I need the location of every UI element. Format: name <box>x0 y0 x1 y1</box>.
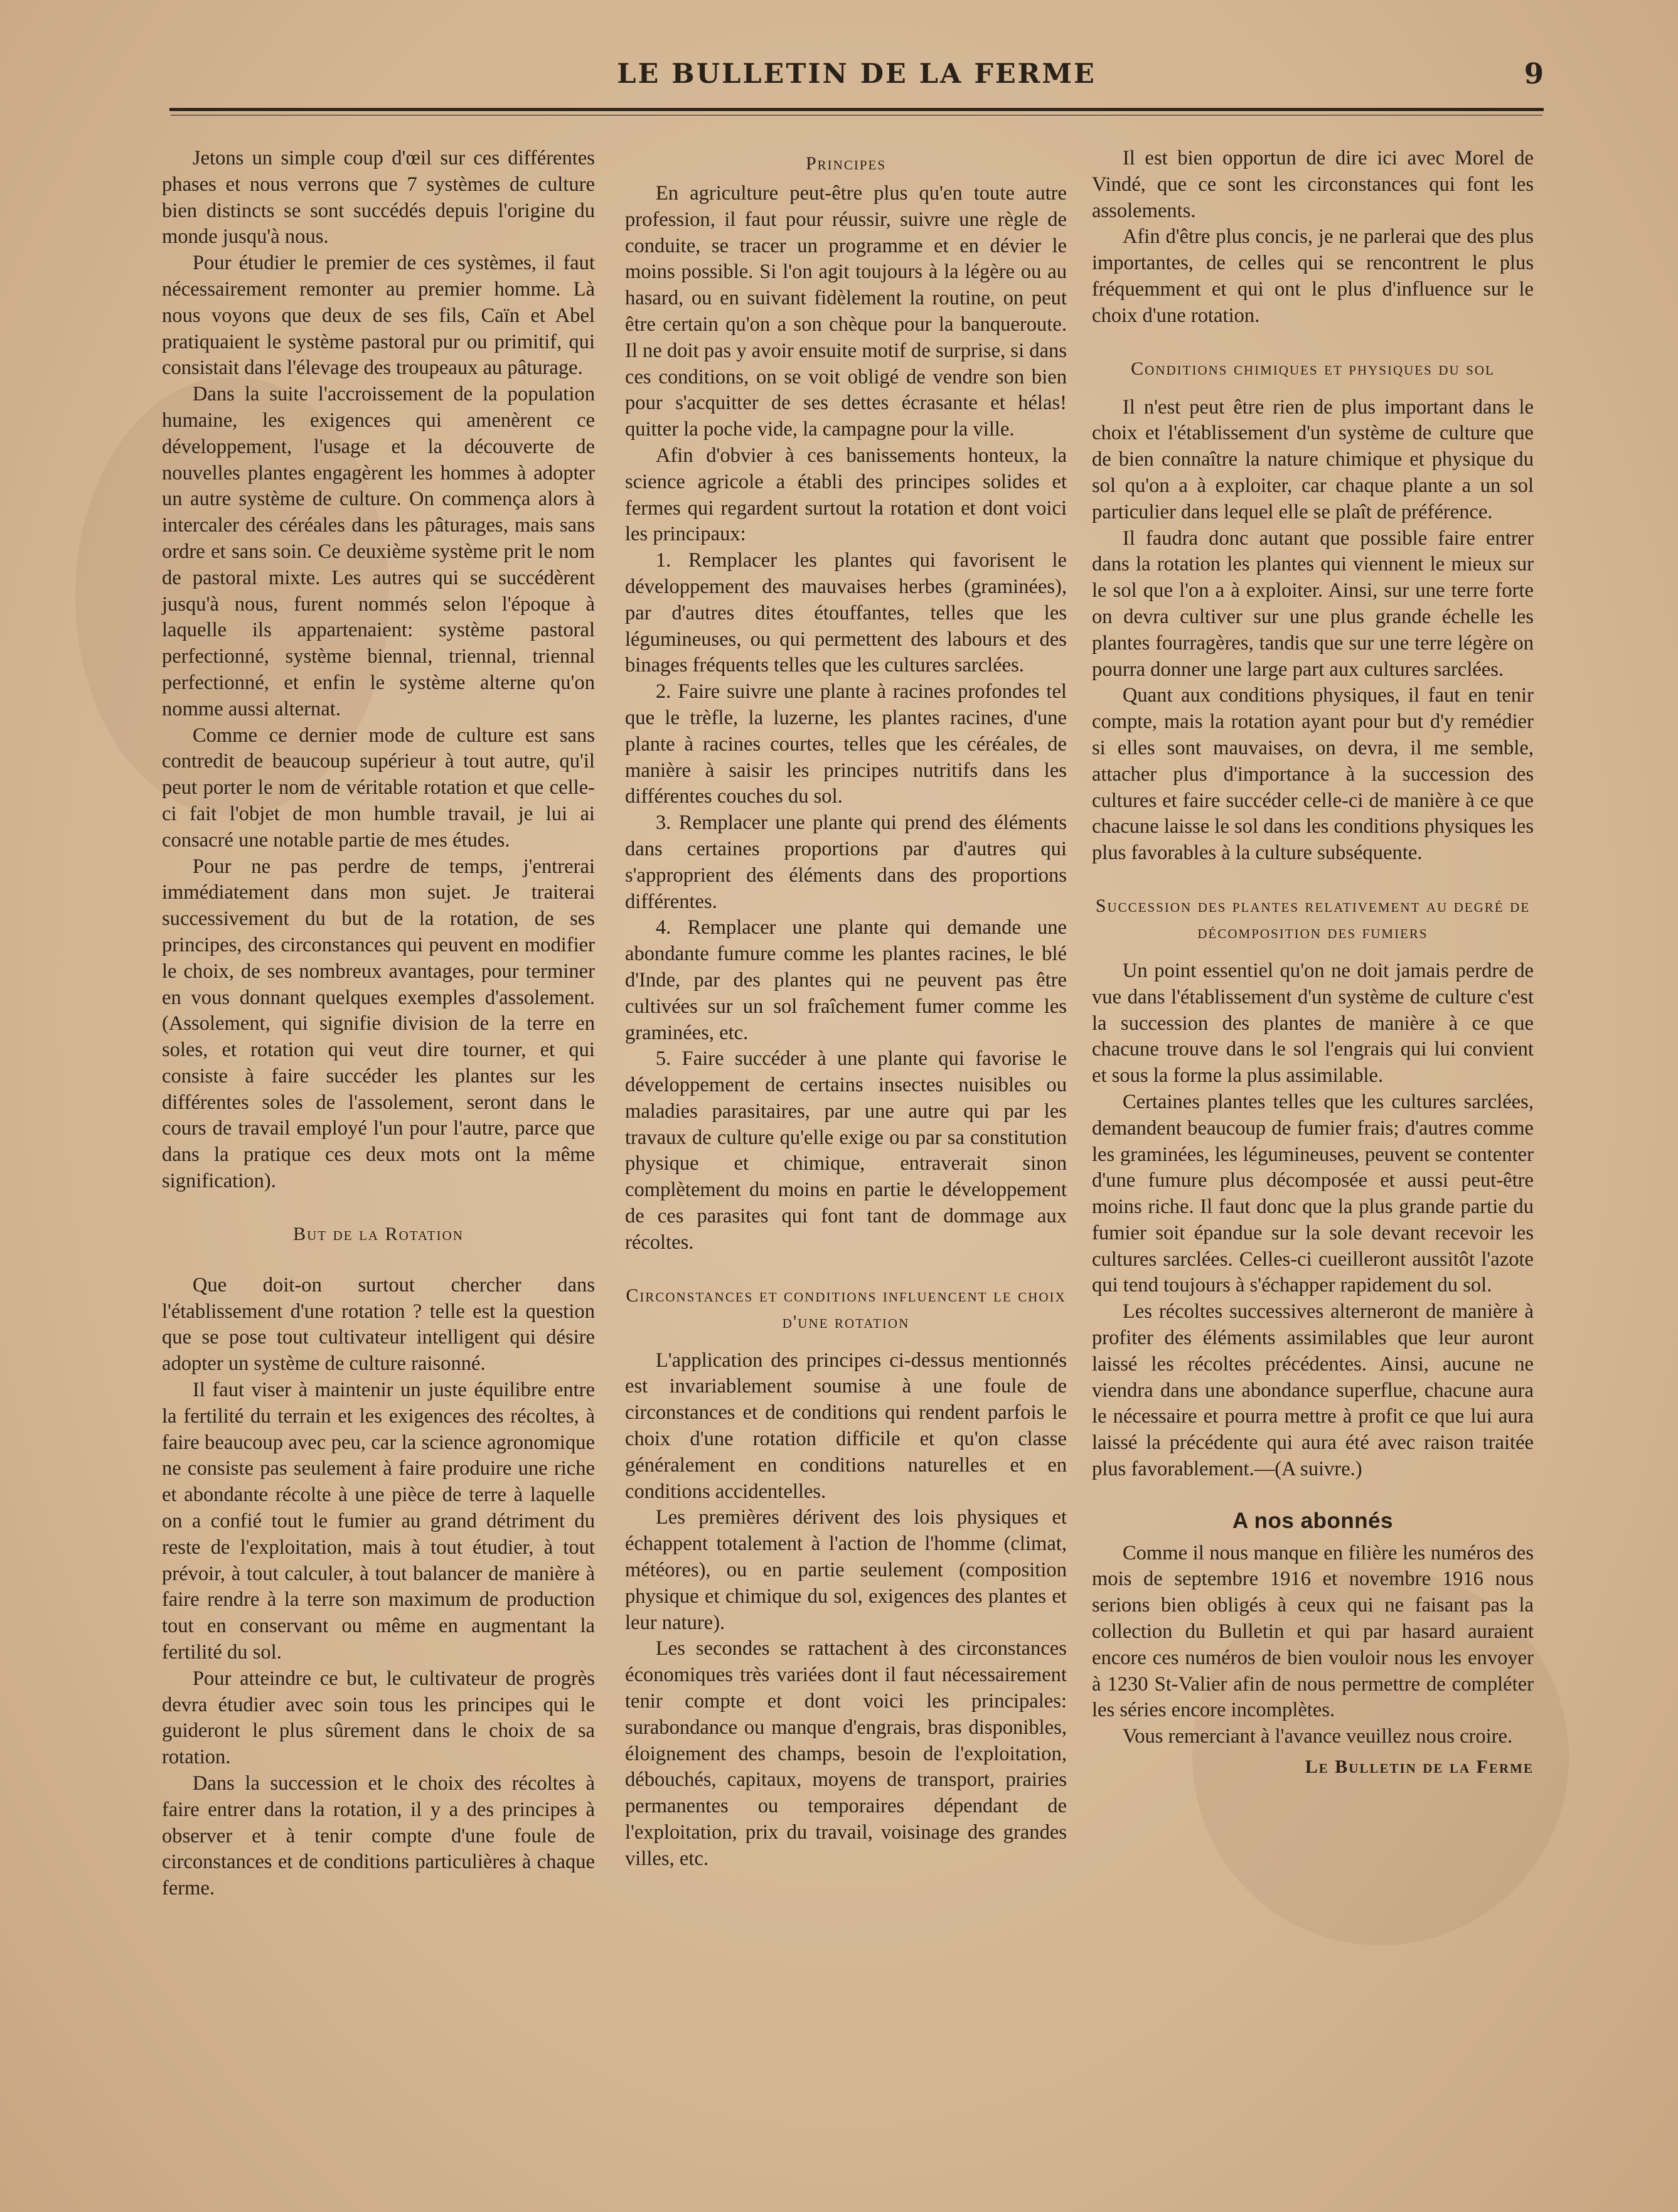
notice-title: A nos abonnés <box>1232 1508 1394 1533</box>
paragraph: Il faudra donc autant que possible faire entrer dans la rotation les plantes qui viennent le mieux sur le sol que l'on a à exploiter. Ainsi, sur une terre forte on devra cultiver sur une plus grande échelle les plantes fourragères, tandis que sur une terre légère on pourra donner une large part aux cultures sarclées. <box>1092 526 1534 681</box>
section-heading-succession: Succession des plantes relativement au degré de décomposition des fumiers <box>1095 895 1531 943</box>
column-3 <box>1092 146 1534 1780</box>
paragraph: Comme il nous manque en filière les numéros des mois de septembre 1916 et novembre 1916 nous serions bien obligés à ceux qui ne faisant pas la collection du Bulletin et qui par hasard auraient encore ces numéros de bien vouloir nous les envoyer à 1230 St-Valier afin de nous permettre de compléter les séries encore incomplètes. <box>1092 1541 1534 1722</box>
section-heading-conditions: Conditions chimiques et physiques du sol <box>1131 358 1495 379</box>
list-item: 2. Faire suivre une plante à racines profondes tel que le trèfle, la luzerne, les plantes racines, d'une plante à racines courtes, telles que les céréales, de manière à saisir les principes nutritifs dans les différentes couches du sol. <box>625 680 1067 808</box>
paragraph: Un point essentiel qu'on ne doit jamais perdre de vue dans l'établissement d'un système de culture c'est la succession des plantes de manière à ce que chacune trouve dans le sol l'engrais qui lui convient et sous la forme la plus assimilable. <box>1092 959 1534 1087</box>
paragraph: Jetons un simple coup d'œil sur ces différentes phases et nous verrons que 7 systèmes de culture bien distincts se sont succédés depuis l'origine du monde jusqu'à nous. <box>162 147 595 248</box>
column-1 <box>162 146 595 1902</box>
paragraph: Pour étudier le premier de ces systèmes, il faut nécessairement remonter au premier homme. Là nous voyons que deux de ses fils, Caïn et Abel pratiquaient le système pastoral pur ou primitif, qui consistait dans l'élevage des troupeaux au pâturage. <box>162 252 595 380</box>
paragraph: Dans la suite l'accroissement de la population humaine, les exigences qui amenèrent ce développement, l'usage et la découverte de nouvelles plantes engagèrent les hommes à adopter un autre système de culture. On commença alors à intercaler des céréales dans les pâturages, mais sans ordre et sans soin. Ce deuxième système prit le nom de pastoral mixte. Les autres qui se succédèrent jusqu'à nous, furent nommés selon l'époque à laquelle ils appartenaient: système pastoral perfectionné, système biennal, triennal, triennal perfectionné, et enfin le système alterne qu'on nomme aussi alternat. <box>162 383 595 720</box>
section-heading-principes: Principes <box>805 153 887 174</box>
journal-title: LE BULLETIN DE LA FERME <box>617 58 1096 90</box>
section-heading-circonstances: Circonstances et conditions influencent le choix d'une rotation <box>626 1285 1066 1332</box>
paragraph: Que doit-on surtout chercher dans l'établissement d'une rotation ? telle est la question que se pose tout cultivateur intelligent qui désire adopter un système de culture raisonné. <box>162 1273 595 1376</box>
column-2 <box>625 146 1067 1873</box>
running-head <box>169 55 1544 105</box>
page-number: 9 <box>1524 57 1544 90</box>
paragraph: Certaines plantes telles que les cultures sarclées, demandent beaucoup de fumier frais; d'autres comme les graminées, les légumineuses, peuvent se contenter d'une fumure plus décomposée et aussi peut-être moins riche. Il faut donc que la plus grande partie du fumier soit épandue sur la sole devant recevoir les cultures sarclées. Celles-ci cueilleront aussitôt l'azote qui tend toujours à s'échapper rapidement du sol. <box>1092 1090 1534 1297</box>
list-item: 3. Remplacer une plante qui prend des éléments dans certaines proportions par d'autres qui s'approprient des éléments dans des proportions différentes. <box>625 811 1067 913</box>
paragraph: Pour ne pas perdre de temps, j'entrerai immédiatement dans mon sujet. Je traiterai successivement du but de la rotation, de ses principes, des circonstances qui peuvent en modifier le choix, de ses nombreux avantages, pour terminer en vous donnant quelques exemples d'assolement. (Assolement, qui signifie division de la terre en soles, et rotation qui veut dire tourner, et qui consiste à faire succéder les plantes sur les différentes soles de l'assolement, seront dans le cours de travail employé l'un pour l'autre, parce que dans la pratique ces deux mots ont la même signification). <box>162 855 595 1193</box>
paragraph: Afin d'obvier à ces banissements honteux, la science agricole a établi des principes solides et fermes qui regardent surtout la rotation et dont voici les principaux: <box>625 444 1067 546</box>
paragraph: Quant aux conditions physiques, il faut en tenir compte, mais la rotation ayant pour but d'y remédier si elles sont mauvaises, on devra, il me semble, attacher plus d'importance à la succession des cultures et faire succéder celle-ci de manière à ce que chacune laisse le sol dans les conditions physiques les plus favorables à la culture subséquente. <box>1092 684 1534 865</box>
list-item: 4. Remplacer une plante qui demande une abondante fumure comme les plantes racines, le blé d'Inde, par des plantes qui ne peuvent pas être cultivées sur un sol fraîchement fumer comme les graminées, etc. <box>625 916 1067 1044</box>
paragraph: En agriculture peut-être plus qu'en toute autre profession, il faut pour réussir, suivre une règle de conduite, se tracer un programme et en dévier le moins possible. Si l'on agit toujours à la légère ou au hasard, ou en suivant fidèlement la routine, on peut être certain qu'on a son chèque pour la banqueroute. Il ne doit pas y avoir ensuite motif de surprise, si dans ces conditions, on se voit obligé de vendre son bien pour s'acquitter de ses dettes écrasante et hélas! quitter la poche vide, la campagne pour la ville. <box>625 182 1067 441</box>
paragraph: Les secondes se rattachent à des circonstances économiques très variées dont il faut nécessairement tenir compte et dont voici les principales: surabondance ou manque d'engrais, bras disponibles, éloignement des champs, besoin de l'exploitation, débouchés, capitaux, moyens de transport, prairies permanentes ou temporaires dépendant de l'exploitation, prix du travail, voisinage des grandes villes, etc. <box>625 1637 1067 1870</box>
paragraph: Afin d'être plus concis, je ne parlerai que des plus importantes, de celles qui se rencontrent le plus fréquemment et qui ont le plus d'influence sur le choix d'une rotation. <box>1092 225 1534 327</box>
signature: Le Bulletin de la Ferme <box>1305 1756 1534 1778</box>
section-heading-but: But de la Rotation <box>293 1223 464 1244</box>
paragraph: Il est bien opportun de dire ici avec Morel de Vindé, que ce sont les circonstances qui font les assolements. <box>1092 147 1534 222</box>
paragraph: Les récoltes successives alterneront de manière à profiter des éléments assimilables que leur auront laissé les récoltes précédentes. Ainsi, aucune ne viendra dans une abondance superflue, chacune aura le nécessaire et pourra mettre à profit ce que lui aura laissé la précédente qui aura été avec raison traitée plus favorablement.—(A suivre.) <box>1092 1300 1534 1481</box>
paragraph: Vous remerciant à l'avance veuillez nous croire. <box>1122 1725 1513 1748</box>
header-rule <box>169 108 1544 111</box>
paragraph: Pour atteindre ce but, le cultivateur de progrès devra étudier avec soin tous les principes qui le guideront le plus sûrement dans le choix de sa rotation. <box>162 1667 595 1769</box>
paragraph: Il n'est peut être rien de plus important dans le choix et l'établissement d'un système de culture que de bien connaître la nature chimique et physique du sol qu'on a à exploiter, car chaque plante a un sol particulier dans lequel elle se plaît de préférence. <box>1092 395 1534 523</box>
paragraph: Dans la succession et le choix des récoltes à faire entrer dans la rotation, il y a des principes à observer et à tenir compte d'une foule de circonstances et de conditions particulières à chaque ferme. <box>162 1772 595 1900</box>
paragraph: L'application des principes ci-dessus mentionnés est invariablement soumise à une foule de circonstances et de conditions qui rendent parfois le choix d'une rotation difficile et qu'on classe généralement en conditions naturelles et en conditions accidentelles. <box>625 1349 1067 1503</box>
list-item: 5. Faire succéder à une plante qui favorise le développement de certains insectes nuisibles ou maladies parasitaires, par une autre qui par les travaux de culture qu'elle exige ou par sa constitution physique et chimique, entraverait sinon complètement du moins en partie le développement de ces parasites qui font tant de dommage aux récoltes. <box>625 1047 1067 1254</box>
paragraph: Comme ce dernier mode de culture est sans contredit de beaucoup supérieur à tout autre, qu'il peut porter le nom de véritable rotation et que celle-ci fait l'objet de mon humble travail, je lui ai consacré une notable partie de mes études. <box>162 724 595 852</box>
paragraph: Il faut viser à maintenir un juste équilibre entre la fertilité du terrain et les exigences des récoltes, à faire beaucoup avec peu, car la science agronomique ne consiste pas seulement à faire produire une riche et abondante récolte à une pièce de terre à laquelle on a confié tout le fumier au grand détriment du reste de l'exploitation, mais à tout étudier, à tout prévoir, à tout calculer, à tout balancer de manière à faire rendre à la terre son maximum de production tout en conservant ou même en augmentant la fertilité du sol. <box>162 1379 595 1664</box>
paragraph: Les premières dérivent des lois physiques et échappent totalement à l'action de l'homme (climat, météores), ou en partie seulement (composition physique et chimique du sol, exigences des plantes et leur nature). <box>625 1506 1067 1634</box>
list-item: 1. Remplacer les plantes qui favorisent le développement des mauvaises herbes (graminées), par d'autres dites étouffantes, telles que les légumineuses, ou qui permettent des labours et des binages fréquents telles que les cultures sarclées. <box>625 549 1067 677</box>
